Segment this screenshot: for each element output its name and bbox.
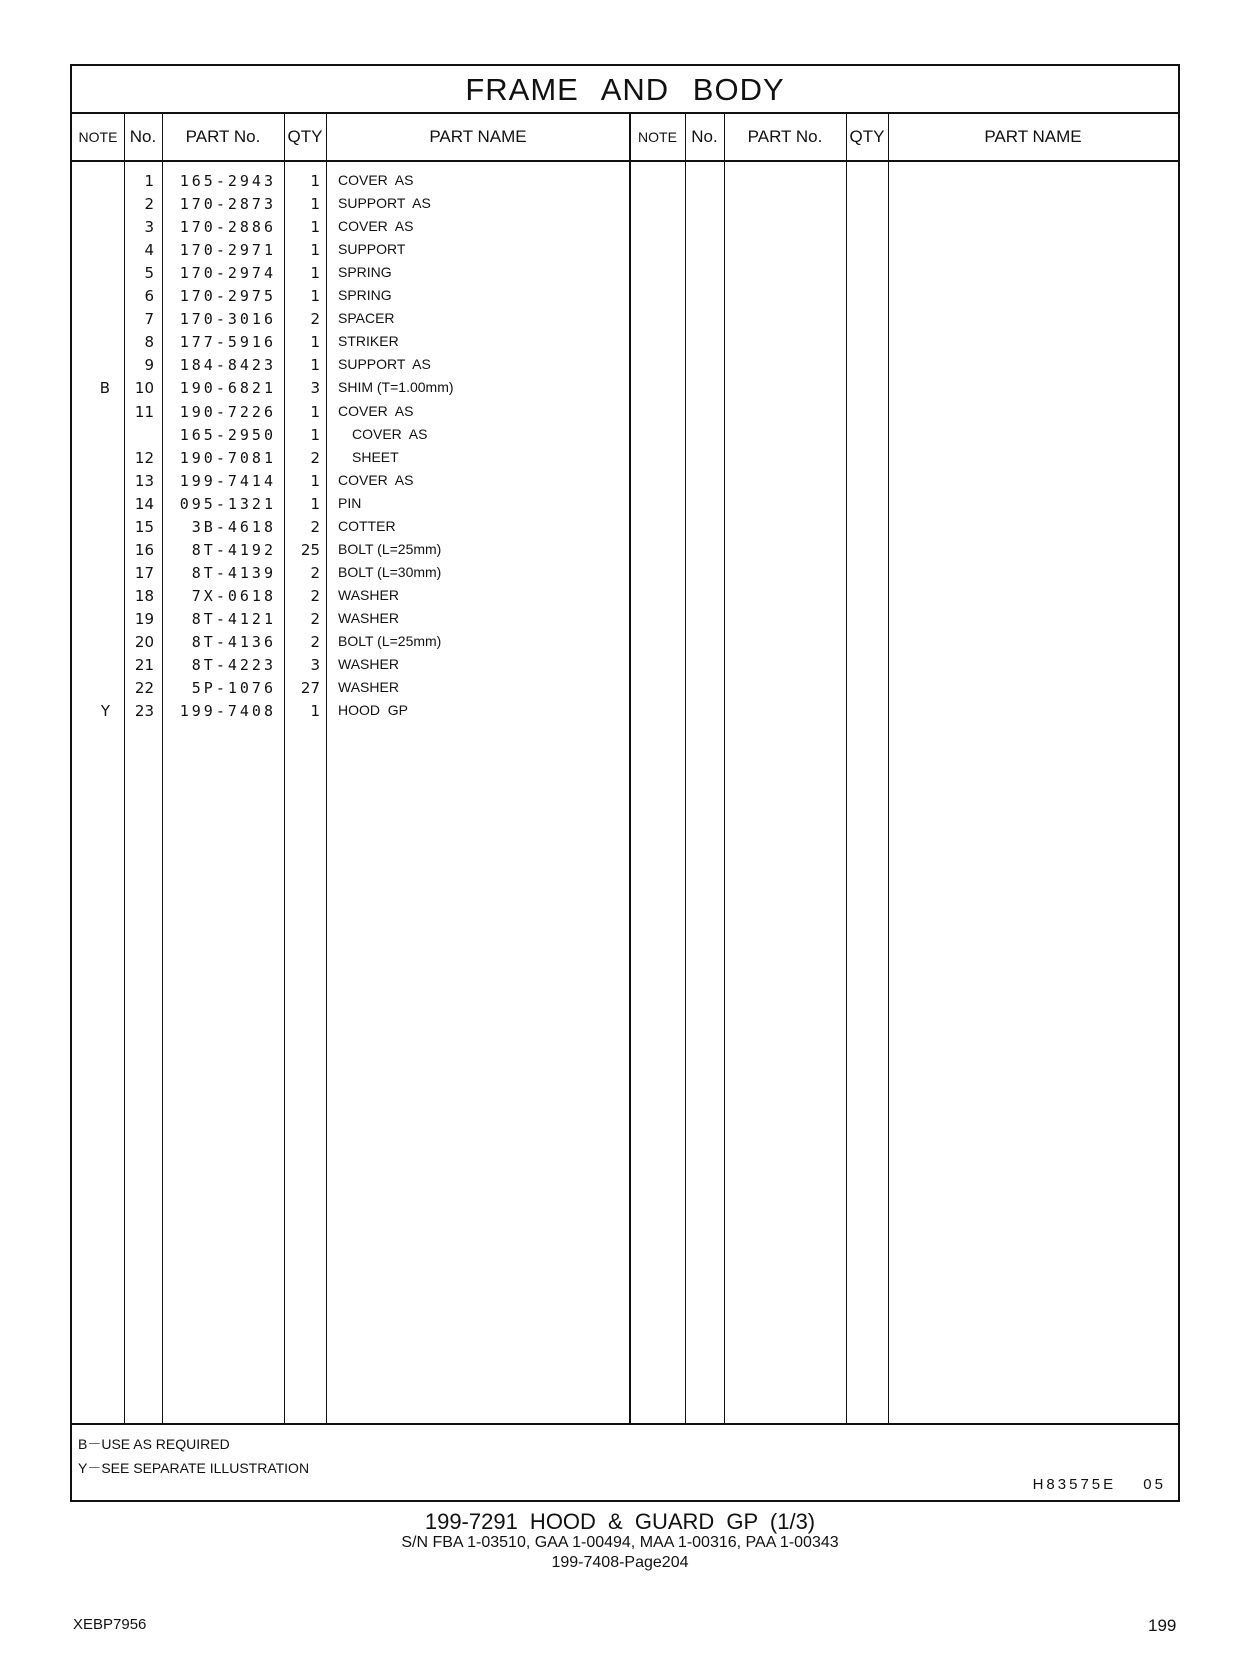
part-name-cell: WASHER bbox=[338, 679, 399, 696]
part-name-cell: SPACER bbox=[338, 310, 395, 327]
quantity-cell: 1 bbox=[310, 287, 320, 306]
item-number-cell: 9 bbox=[144, 356, 154, 375]
part-name-cell: COTTER bbox=[338, 517, 396, 534]
quantity-cell: 1 bbox=[310, 241, 320, 260]
footnote-y: Y－SEE SEPARATE ILLUSTRATION bbox=[78, 1460, 310, 1476]
part-number-cell: 8T-4121 bbox=[191, 609, 276, 628]
part-number-cell: 170-2975 bbox=[179, 287, 276, 306]
quantity-cell: 1 bbox=[310, 264, 320, 283]
item-number-cell: 5 bbox=[144, 264, 154, 283]
quantity-cell: 2 bbox=[310, 563, 320, 582]
part-number-cell: 7X-0618 bbox=[191, 586, 276, 605]
quantity-cell: 1 bbox=[310, 702, 320, 721]
note-cell: B bbox=[99, 379, 110, 398]
part-name-cell: COVER AS bbox=[338, 402, 414, 419]
header-qty-left: QTY bbox=[287, 127, 323, 146]
table-row bbox=[72, 610, 632, 633]
item-number-cell: 15 bbox=[134, 517, 154, 536]
part-name-cell: COVER AS bbox=[338, 471, 414, 488]
item-number-cell: 1 bbox=[144, 172, 154, 190]
table-row bbox=[72, 356, 632, 379]
part-number-cell: 165-2943 bbox=[179, 172, 276, 190]
part-name-cell: BOLT (L=25mm) bbox=[338, 633, 442, 649]
quantity-cell: 1 bbox=[310, 218, 320, 237]
quantity-cell: 1 bbox=[310, 494, 320, 513]
table-row bbox=[72, 172, 632, 195]
quantity-cell: 25 bbox=[300, 540, 320, 559]
quantity-cell: 2 bbox=[310, 310, 320, 329]
page-number: 199 bbox=[1148, 1616, 1177, 1635]
part-number-cell: 170-3016 bbox=[179, 310, 276, 329]
table-row bbox=[72, 518, 632, 541]
table-row bbox=[72, 264, 632, 287]
table-bottom-rule bbox=[72, 1423, 1178, 1425]
part-name-cell: STRIKER bbox=[338, 333, 399, 350]
item-number-cell: 17 bbox=[134, 563, 154, 582]
item-number-cell: 14 bbox=[134, 494, 154, 513]
part-number-cell: 199-7414 bbox=[179, 471, 276, 490]
part-name-cell: COVER AS bbox=[338, 218, 414, 235]
quantity-cell: 1 bbox=[310, 402, 320, 421]
part-name-cell: WASHER bbox=[338, 586, 399, 603]
table-row bbox=[72, 472, 632, 495]
part-number-cell: 184-8423 bbox=[179, 356, 276, 375]
quantity-cell: 1 bbox=[310, 425, 320, 444]
part-number-cell: 170-2886 bbox=[179, 218, 276, 237]
item-number-cell: 10 bbox=[134, 379, 154, 398]
header-no-left: No. bbox=[129, 127, 157, 146]
table-row bbox=[72, 587, 632, 610]
table-row bbox=[72, 241, 632, 264]
table-row bbox=[72, 702, 632, 725]
item-number-cell: 22 bbox=[134, 679, 154, 698]
table-row bbox=[72, 449, 632, 472]
quantity-cell: 3 bbox=[310, 656, 320, 675]
section-title: FRAME AND BODY bbox=[72, 66, 1178, 114]
note-cell: Y bbox=[100, 702, 110, 721]
table-row bbox=[72, 195, 632, 218]
part-name-cell: HOOD GP bbox=[338, 702, 409, 719]
serial-numbers: S/N FBA 1-03510, GAA 1-00494, MAA 1-00316, PAA 1-00343 bbox=[401, 1534, 839, 1551]
item-number-cell: 20 bbox=[134, 633, 154, 651]
item-number-cell: 18 bbox=[134, 586, 154, 605]
header-part-name-left: PART NAME bbox=[429, 127, 527, 146]
part-name-cell: BOLT (L=30mm) bbox=[338, 563, 442, 580]
item-number-cell: 4 bbox=[144, 241, 154, 260]
part-name-cell: WASHER bbox=[338, 609, 399, 626]
drawing-code: H83575E 05 bbox=[1032, 1476, 1166, 1493]
part-name-cell: SPRING bbox=[338, 264, 392, 281]
item-number-cell: 2 bbox=[144, 195, 154, 214]
part-name-cell: SHIM (T=1.00mm) bbox=[338, 379, 454, 396]
part-name-cell: SUPPORT AS bbox=[338, 195, 431, 212]
part-number-cell: 190-6821 bbox=[179, 379, 276, 398]
table-row bbox=[72, 379, 632, 402]
part-number-cell: 170-2873 bbox=[179, 195, 276, 214]
part-name-cell: PIN bbox=[338, 494, 362, 511]
quantity-cell: 3 bbox=[310, 379, 320, 398]
quantity-cell: 1 bbox=[310, 333, 320, 352]
table-row bbox=[72, 564, 632, 587]
column-divider bbox=[685, 114, 686, 1423]
part-name-cell: COVER AS bbox=[338, 172, 414, 188]
part-name-cell: BOLT (L=25mm) bbox=[338, 540, 442, 557]
table-row bbox=[72, 310, 632, 333]
column-divider bbox=[888, 114, 889, 1423]
quantity-cell: 1 bbox=[310, 356, 320, 375]
header-part-no-left: PART No. bbox=[185, 127, 261, 146]
table-row bbox=[72, 287, 632, 310]
table-row bbox=[72, 426, 632, 449]
table-row bbox=[72, 403, 632, 426]
item-number-cell: 16 bbox=[134, 540, 154, 559]
part-number-cell: 8T-4192 bbox=[191, 540, 276, 559]
item-number-cell: 23 bbox=[134, 702, 154, 721]
table-row bbox=[72, 633, 632, 656]
quantity-cell: 1 bbox=[310, 172, 320, 190]
table-row bbox=[72, 333, 632, 356]
header-part-no-right: PART No. bbox=[747, 127, 823, 146]
part-number-cell: 190-7081 bbox=[179, 448, 276, 467]
quantity-cell: 2 bbox=[310, 586, 320, 605]
table-row bbox=[72, 541, 632, 564]
part-number-cell: 5P-1076 bbox=[191, 679, 276, 698]
quantity-cell: 2 bbox=[310, 517, 320, 536]
column-divider bbox=[724, 114, 725, 1423]
quantity-cell: 2 bbox=[310, 633, 320, 651]
quantity-cell: 1 bbox=[310, 471, 320, 490]
page-reference: 199-7408-Page204 bbox=[551, 1554, 689, 1571]
header-no-right: No. bbox=[691, 127, 718, 146]
item-number-cell: 11 bbox=[134, 402, 154, 421]
part-name-cell: SUPPORT AS bbox=[338, 356, 431, 373]
part-number-cell: 199-7408 bbox=[179, 702, 276, 721]
header-part-name-right: PART NAME bbox=[984, 127, 1082, 146]
table-row bbox=[72, 218, 632, 241]
table-row bbox=[72, 656, 632, 679]
table-row bbox=[72, 679, 632, 702]
quantity-cell: 1 bbox=[310, 195, 320, 214]
part-number-cell: 165-2950 bbox=[179, 425, 276, 444]
part-name-cell: COVER AS bbox=[352, 425, 428, 442]
item-number-cell: 12 bbox=[134, 448, 154, 467]
table-header bbox=[72, 114, 1178, 162]
quantity-cell: 27 bbox=[300, 679, 320, 698]
part-number-cell: 190-7226 bbox=[179, 402, 276, 421]
column-divider bbox=[846, 114, 847, 1423]
header-note-right: NOTE bbox=[638, 129, 677, 145]
item-number-cell: 6 bbox=[144, 287, 154, 306]
group-caption: 199-7291 HOOD & GUARD GP (1/3) bbox=[424, 1509, 816, 1534]
item-number-cell: 19 bbox=[134, 609, 154, 628]
quantity-cell: 2 bbox=[310, 609, 320, 628]
part-number-cell: 8T-4223 bbox=[191, 656, 276, 675]
item-number-cell: 13 bbox=[134, 471, 154, 490]
part-name-cell: WASHER bbox=[338, 656, 399, 673]
item-number-cell: 8 bbox=[144, 333, 154, 352]
part-number-cell: 095-1321 bbox=[179, 494, 276, 513]
part-number-cell: 170-2971 bbox=[179, 241, 276, 260]
parts-table-frame bbox=[70, 64, 1180, 1502]
item-number-cell: 3 bbox=[144, 218, 154, 237]
footnotes bbox=[78, 1432, 309, 1480]
document-id: XEBP7956 bbox=[73, 1616, 147, 1633]
part-number-cell: 8T-4136 bbox=[191, 633, 276, 651]
part-name-cell: SPRING bbox=[338, 287, 392, 304]
part-number-cell: 3B-4618 bbox=[191, 517, 276, 536]
quantity-cell: 2 bbox=[310, 448, 320, 467]
part-number-cell: 170-2974 bbox=[179, 264, 276, 283]
header-note-left: NOTE bbox=[78, 129, 118, 145]
part-number-cell: 177-5916 bbox=[179, 333, 276, 352]
part-name-cell: SUPPORT bbox=[338, 241, 406, 258]
header-qty-right: QTY bbox=[849, 127, 885, 146]
part-name-cell: SHEET bbox=[352, 448, 399, 465]
item-number-cell: 7 bbox=[144, 310, 154, 329]
part-number-cell: 8T-4139 bbox=[191, 563, 276, 582]
footnote-b: B－USE AS REQUIRED bbox=[78, 1436, 230, 1452]
item-number-cell: 21 bbox=[134, 656, 154, 675]
table-row bbox=[72, 495, 632, 518]
